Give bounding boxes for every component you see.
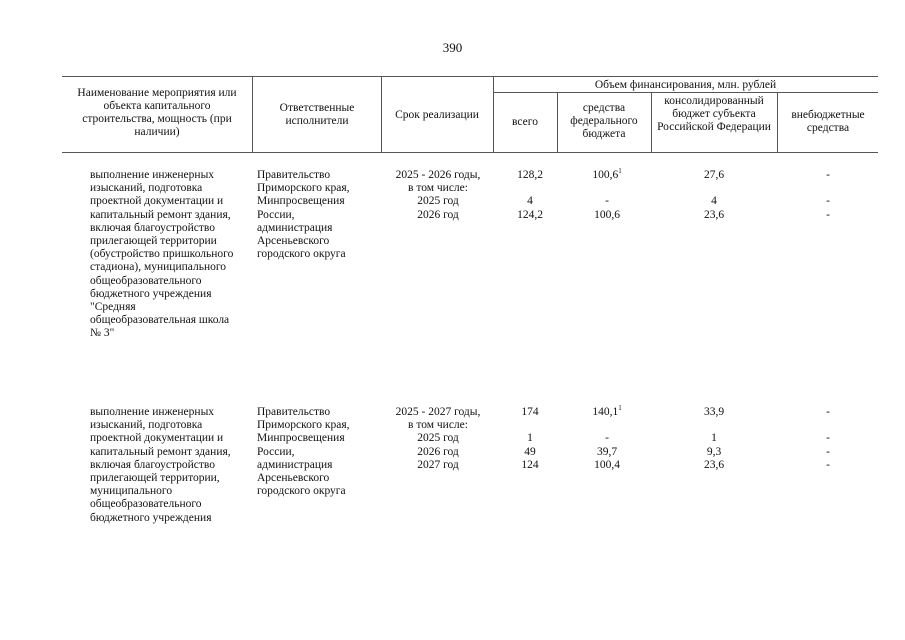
- table-row-2-federal: 140,1$^1$ - 39,7 100,4: [592, 404, 622, 471]
- header-total: всего: [512, 116, 538, 128]
- table-row-2-responsible: Правительство Приморского края, Минпросвещения России, администрация Арсеньевского городского округа: [257, 406, 350, 498]
- table-row-2-extra: - - - -: [826, 406, 830, 471]
- column-divider: [557, 92, 558, 152]
- column-divider: [381, 76, 382, 152]
- header-financing-title: Объем финансирования, млн. рублей: [594, 79, 777, 91]
- column-divider: [777, 92, 778, 152]
- table-row-2-regional: 33,9 1 9,3 23,6: [703, 406, 725, 471]
- header-federal: средства федерального бюджета: [570, 102, 638, 140]
- header-name: Наименование мероприятия или объекта капитального строительства, мощность (при наличии): [77, 87, 237, 138]
- table-header-bottom-border: [62, 152, 878, 153]
- table-row-1-name: выполнение инженерных изысканий, подготовка проектной документации и капитальный ремонт здания, включая благоустройство прилегающей территории (обустройство пришкольного стадиона), муниципального общеобразовательного бюджетного учреждения "Средняя общеобразовательная школа № 3": [90, 169, 234, 340]
- table-row-1-regional: 27,6 4 23,6: [703, 169, 725, 221]
- footnote-marker: 1: [618, 404, 622, 412]
- table-top-border: [62, 76, 878, 77]
- header-regional: консолидированный бюджет субъекта Российской Федерации: [657, 95, 771, 133]
- header-period: Срок реализации: [395, 109, 479, 121]
- table-row-2-name: выполнение инженерных изысканий, подготовка проектной документации и капитальный ремонт здания, включая благоустройство прилегающей территории, муниципального общеобразовательного бюджетного учреждения: [90, 406, 231, 524]
- table-row-1-federal: 100,6$^1$ - 100,6: [592, 167, 622, 221]
- table-row-1-responsible: Правительство Приморского края, Минпросвещения России, администрация Арсеньевского городского округа: [257, 169, 350, 261]
- header-extra: внебюджетные средства: [791, 109, 865, 134]
- table-row-2-period: 2025 - 2027 годы, в том числе: 2025 год 2026 год 2027 год: [395, 406, 481, 471]
- table-row-1-period: 2025 - 2026 годы, в том числе: 2025 год 2026 год: [395, 169, 481, 221]
- table-row-2-total: 174 1 49 124: [521, 406, 539, 471]
- table-row-1-total: 128,2 4 124,2: [517, 169, 543, 221]
- column-divider: [252, 76, 253, 152]
- header-responsible: Ответственные исполнители: [279, 102, 355, 127]
- table-row-1-extra: - - -: [826, 169, 830, 221]
- footnote-marker: 1: [618, 167, 622, 175]
- financing-header-rule: [493, 92, 878, 93]
- page-number: 390: [442, 40, 463, 55]
